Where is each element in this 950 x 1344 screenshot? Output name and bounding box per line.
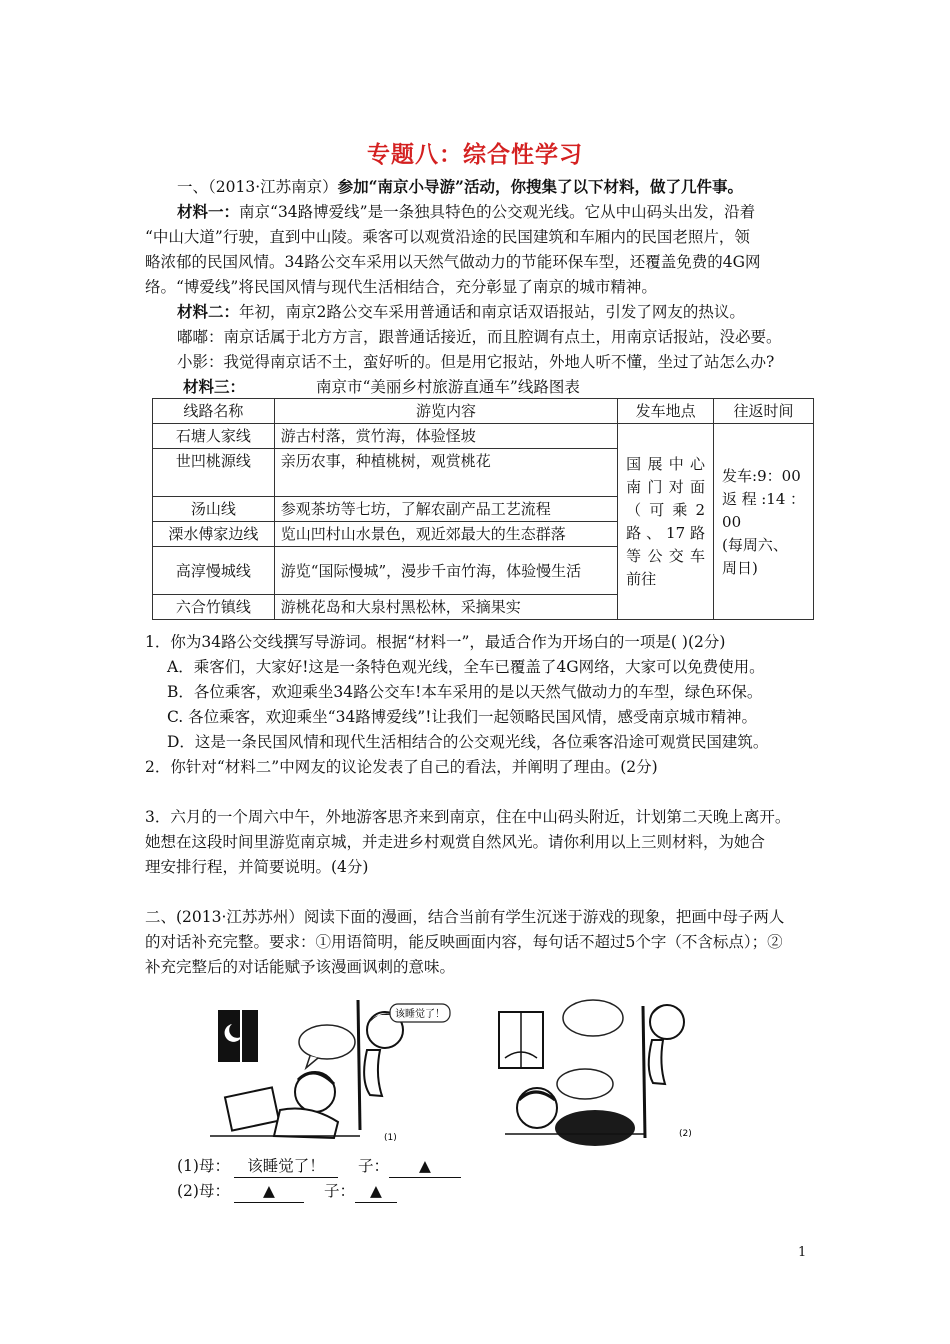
panel-1-label: (1) <box>384 1133 397 1143</box>
route-content: 游古村落，赏竹海，体验怪坡 <box>274 424 617 449</box>
q1-source: 一、（2013·江苏南京） <box>177 178 338 196</box>
header-time: 往返时间 <box>714 399 814 424</box>
sub-question-3-line-2: 她想在这段时间里游览南京城，并走进乡村观赏自然风光。请你利用以上三则材料，为她合 <box>145 833 766 851</box>
laptop <box>225 1087 279 1130</box>
header-route-name: 线路名称 <box>153 399 275 424</box>
material-3-caption: 南京市“美丽乡村旅游直通车”线路图表 <box>316 378 580 396</box>
departure-line: 国展中心 <box>626 455 706 473</box>
option-d: D．这是一条民国风情和现代生活相结合的公交观光线，各位乘客沿途可观赏民国建筑。 <box>167 733 769 751</box>
page-number: 1 <box>798 1245 807 1260</box>
departure-line: 南门对面 <box>626 478 706 496</box>
answer-1-son-blank: ▲ <box>389 1155 461 1178</box>
answer-2-label: (2)母： <box>177 1182 230 1200</box>
material-1-line-2: “中山大道”行驶，直到中山陵。乘客可以观赏沿途的民国建筑和车厢内的民国老照片，领 <box>145 228 750 246</box>
material-2-label: 材料二： <box>177 302 240 321</box>
material-1-line-3: 略浓郁的民国风情。34路公交车采用以天然气做动力的节能环保车型，还覆盖免费的4G网 <box>145 253 761 271</box>
answer-2-son-blank: ▲ <box>355 1180 397 1203</box>
night-window <box>218 1010 258 1062</box>
q1-intro-text: 参加“南京小导游”活动，你搜集了以下材料，做了几件事。 <box>337 177 743 196</box>
route-name: 高淳慢城线 <box>153 547 275 595</box>
material-3-label <box>183 376 245 398</box>
time-line: 发车:9：00 <box>722 466 801 485</box>
departure-line: 路、17路 <box>626 524 706 542</box>
sub-question-1: 1．你为34路公交线撰写导游词。根据“材料一”，最适合作为开场白的一项是( )(2分) <box>145 633 726 651</box>
son-head-sleeping <box>517 1088 557 1128</box>
cartoon-panel-1 <box>210 1000 472 1148</box>
departure-cell <box>618 424 714 620</box>
mother-bubble-text: 该睡觉了！ <box>395 1009 445 1020</box>
departure-line: 前往 <box>626 570 657 588</box>
sub-question-3-line-1: 3．六月的一个周六中午，外地游客思齐来到南京，住在中山码头附近，计划第二天晚上离开。 <box>145 808 791 826</box>
blanket <box>555 1110 635 1146</box>
door-edge <box>358 1000 360 1130</box>
material-3-label-text: 材料三： <box>183 377 246 396</box>
bubble-tail <box>306 1056 318 1068</box>
route-name: 溧水傅家边线 <box>153 522 275 547</box>
route-content: 览山凹村山水景色，观近郊最大的生态群落 <box>274 522 617 547</box>
answer-2-son-label: 子： <box>323 1182 355 1200</box>
speech-bubble-empty <box>563 1000 623 1036</box>
time-line: 返程:14： <box>722 489 805 508</box>
sub-question-3-line-3: 理安排行程，并简要说明。(4分) <box>145 858 369 876</box>
option-a: A．乘客们，大家好!这是一条特色观光线，全车已覆盖了4G网络，大家可以免费使用。 <box>167 658 765 676</box>
material-2-line <box>177 301 745 323</box>
route-name: 汤山线 <box>153 497 275 522</box>
route-name: 六合竹镇线 <box>153 595 275 620</box>
panel-2-label: (2) <box>679 1129 692 1139</box>
material-2-xiaoying: 小影：我觉得南京话不土，蛮好听的。但是用它报站，外地人听不懂，坐过了站怎么办? <box>177 353 775 371</box>
route-content: 游览“国际慢城”，漫步千亩竹海，体验慢生活 <box>274 547 617 595</box>
q2-line-3: 补充完整后的对话能赋予该漫画讽刺的意味。 <box>145 958 456 976</box>
route-content: 游桃花岛和大泉村黑松林，采摘果实 <box>274 595 617 620</box>
time-line: (每周六、 <box>722 535 788 554</box>
route-name: 世凹桃源线 <box>153 449 275 497</box>
speech-bubble-empty <box>557 1069 613 1099</box>
answer-2 <box>177 1180 397 1203</box>
route-table <box>152 398 814 620</box>
answer-1 <box>177 1155 461 1178</box>
option-c: C. 各位乘客，欢迎乘坐“34路博爱线”!让我们一起领略民国风情，感受南京城市精神。 <box>167 708 757 726</box>
answer-1-label: (1)母： <box>177 1157 230 1175</box>
mother-body <box>364 1050 382 1096</box>
material-2-text: 年初，南京2路公交车采用普通话和南京话双语报站，引发了网友的热议。 <box>239 303 745 321</box>
header-tour-content: 游览内容 <box>274 399 617 424</box>
route-content: 参观茶坊等七坊，了解农副产品工艺流程 <box>274 497 617 522</box>
table-row <box>153 424 814 449</box>
page-title: 专题八：综合性学习 <box>367 142 583 168</box>
son-body <box>274 1109 338 1139</box>
time-cell <box>714 424 814 620</box>
time-line: 周日) <box>722 558 758 577</box>
material-1-line-4: 络。“博爱线”将民国风情与现代生活相结合，充分彰显了南京的城市精神。 <box>145 278 657 296</box>
material-1-text: 南京“34路博爱线”是一条独具特色的公交观光线。它从中山码头出发，沿着 <box>239 203 756 221</box>
cartoon-panel-2 <box>485 988 750 1146</box>
departure-line: （可乘2 <box>626 501 706 519</box>
table-header-row <box>153 399 814 424</box>
answer-2-mother-blank: ▲ <box>234 1180 304 1203</box>
option-b: B．各位乘客，欢迎乘坐34路公交车!本车采用的是以天然气做动力的车型，绿色环保。 <box>167 683 763 701</box>
window-frame <box>240 1010 242 1062</box>
material-2-dudu: 嘟嘟：南京话属于北方方言，跟普通话接近，而且腔调有点土，用南京话报站，没必要。 <box>177 328 782 346</box>
route-name: 石塘人家线 <box>153 424 275 449</box>
material-1-label: 材料一： <box>177 202 240 221</box>
door-edge <box>643 1006 645 1138</box>
q1-intro <box>177 176 743 198</box>
route-content: 亲历农事，种植桃树，观赏桃花 <box>274 449 617 497</box>
q2-line-2: 的对话补充完整。要求：①用语简明，能反映画面内容，每句话不超过5个字（不含标点）；② <box>145 933 783 951</box>
answer-1-mother: 该睡觉了！ <box>234 1155 338 1178</box>
departure-line: 等公交车 <box>626 547 706 565</box>
sub-question-2: 2．你针对“材料二”中网友的议论发表了自己的看法，并阐明了理由。(2分) <box>145 758 658 776</box>
material-1-line-1 <box>177 201 755 223</box>
time-line: 00 <box>722 512 742 531</box>
header-departure: 发车地点 <box>618 399 714 424</box>
answer-1-son-label: 子： <box>357 1157 389 1175</box>
speech-bubble-empty <box>299 1025 355 1059</box>
q2-line-1: 二、(2013·江苏苏州）阅读下面的漫画，结合当前有学生沉迷于游戏的现象，把画中母子两人 <box>145 908 785 926</box>
mother-body <box>649 1040 665 1084</box>
